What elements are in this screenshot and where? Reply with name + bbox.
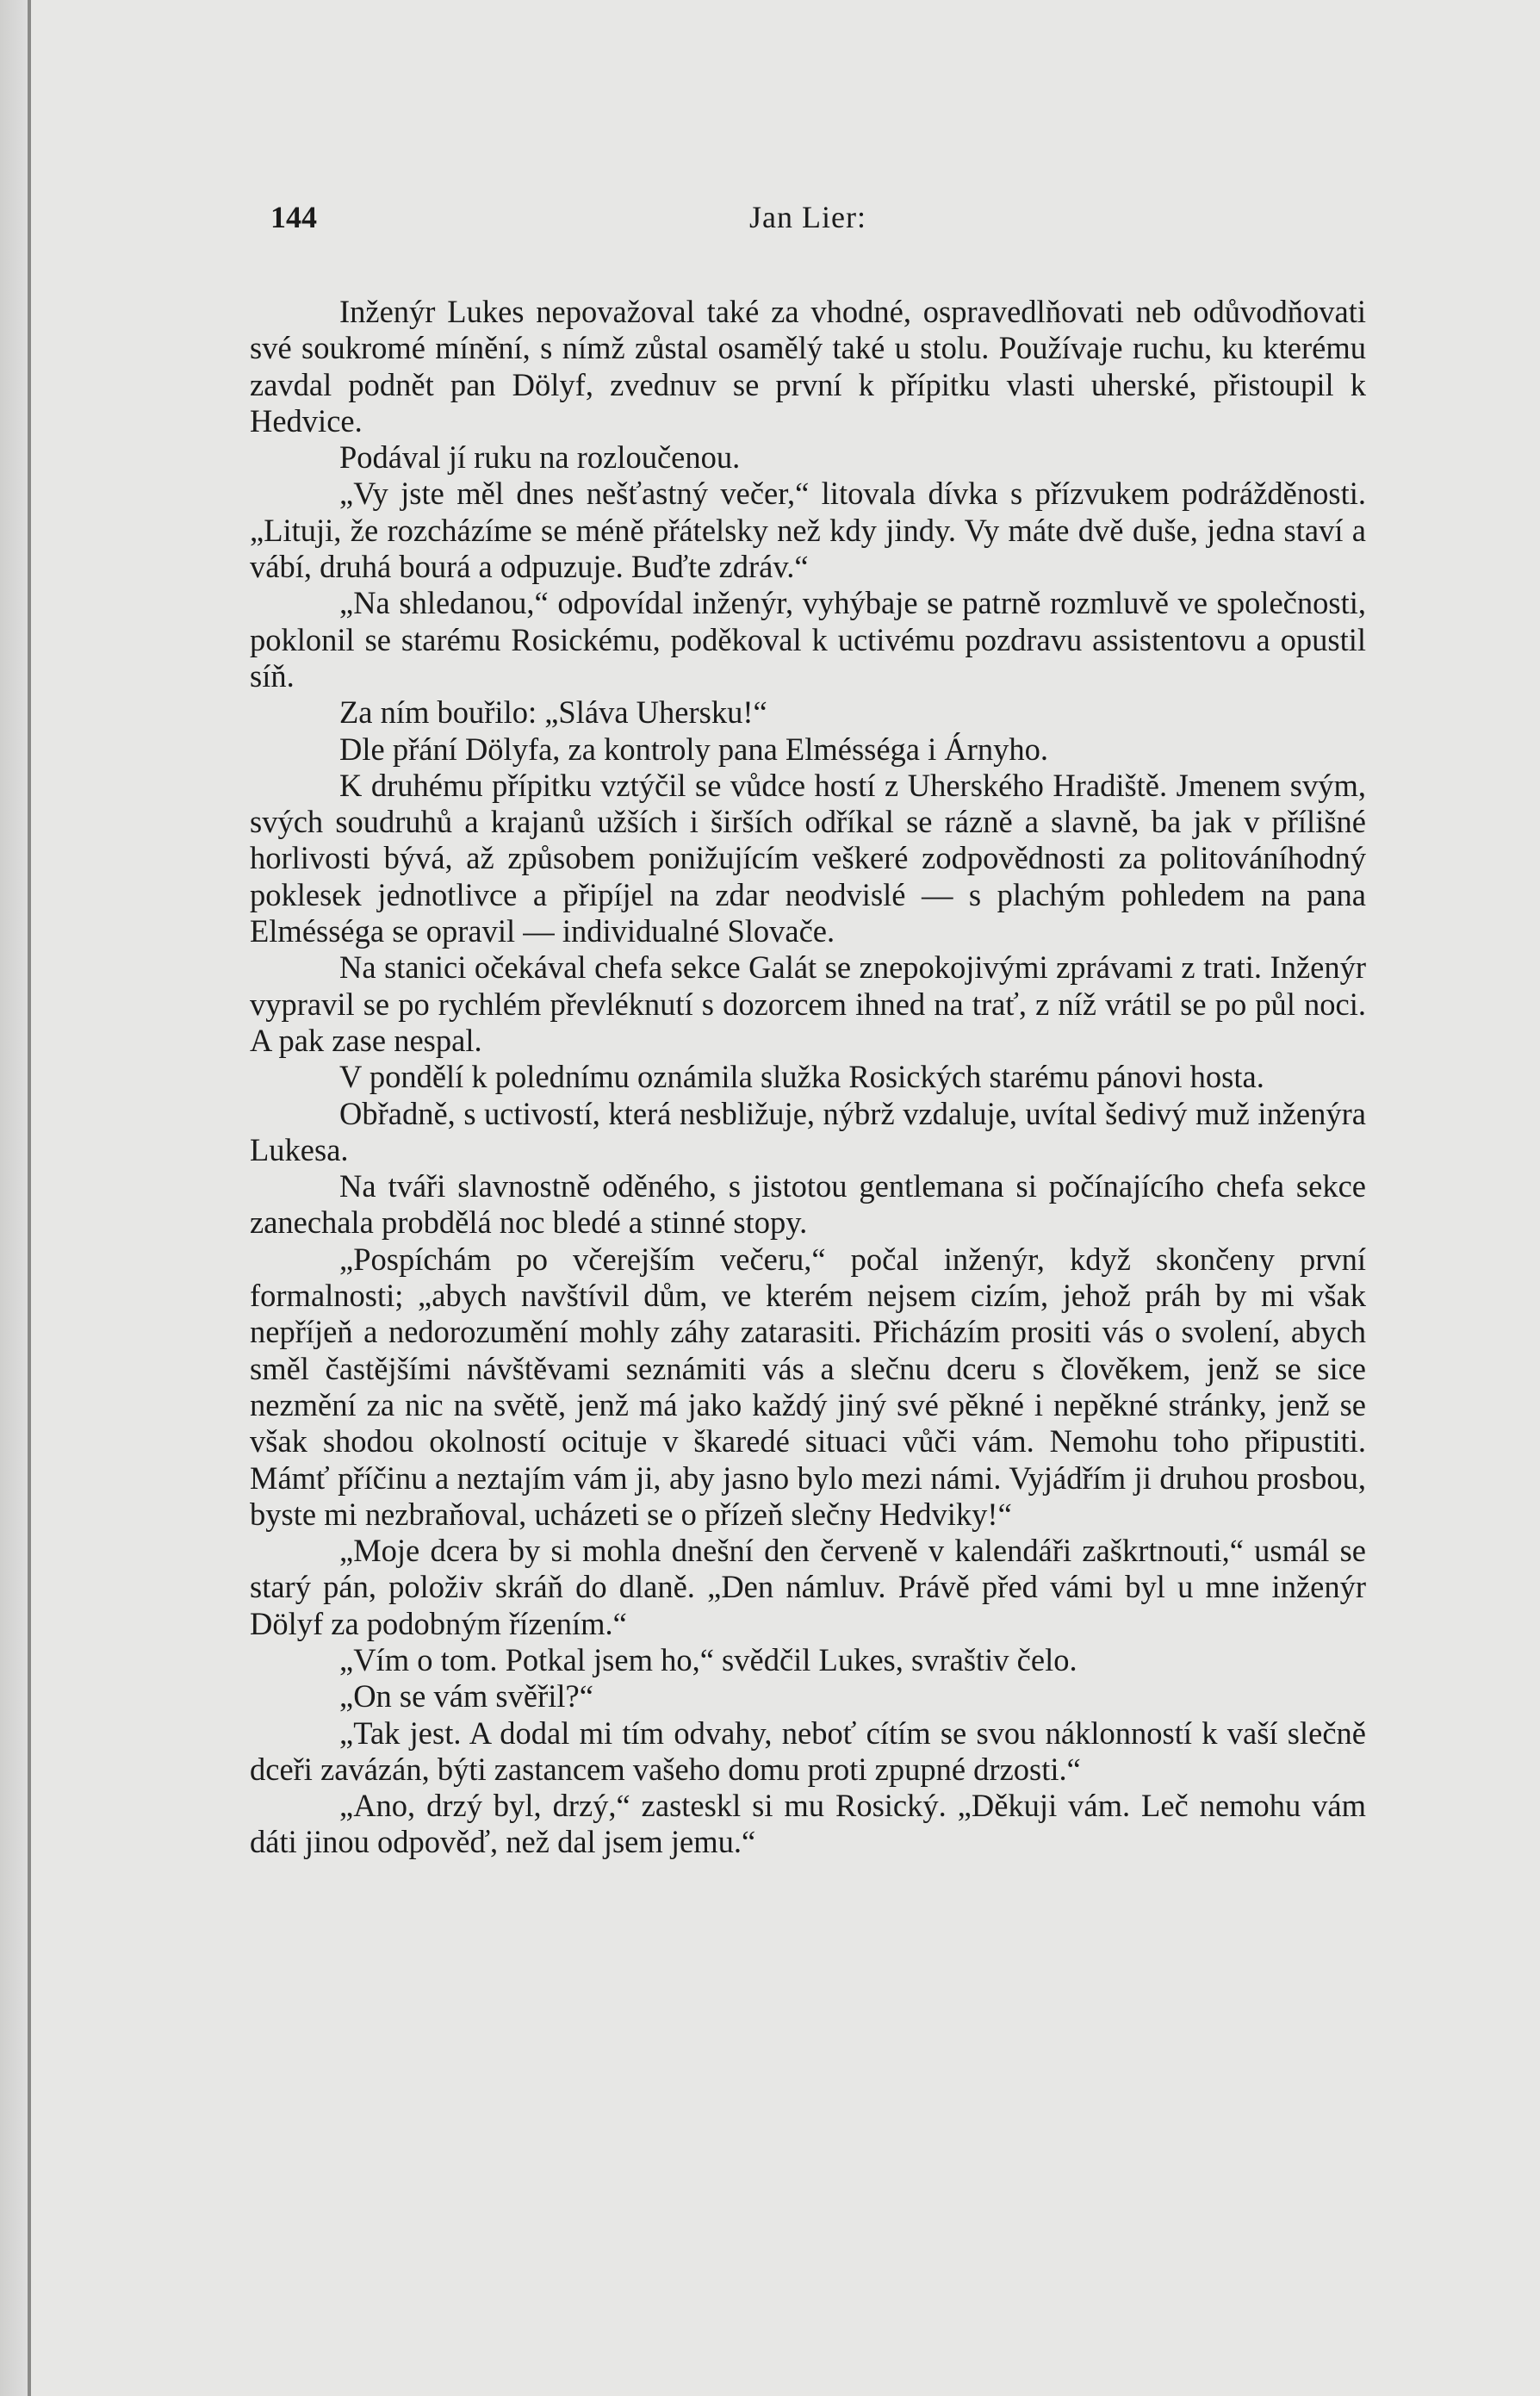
paragraph: „Tak jest. A dodal mi tím odvahy, neboť cítím se svou náklonností k vaší slečně dceři zavázán, býti zastancem vašeho domu proti zpupné drzosti.“ — [250, 1715, 1366, 1787]
paragraph: „On se vám svěřil?“ — [339, 1678, 593, 1715]
paragraph: Obřadně, s uctivostí, která nesbližuje, nýbrž vzdaluje, uvítal šedivý muž inženýra Lukesa. — [250, 1095, 1366, 1167]
scan-edge-line — [28, 0, 31, 2396]
paragraph: V pondělí k polednímu oznámila služka Rosických starému pánovi hosta. — [339, 1059, 1264, 1095]
paragraph: Za ním bouřilo: „Sláva Uhersku!“ — [339, 694, 767, 731]
paragraph: K druhému přípitku vztýčil se vůdce hostí z Uherského Hradiště. Jmenem svým, svých soudruhů a krajanů užších i širších odříkal se rázně a slavně, ba jak v přílišné horlivosti bývá, až způsobem ponižujícím veškeré zodpovědnosti za politováníhodný poklesek jednotlivce a připíjel na zdar neodvislé — s plachým pohledem na pana Elmésséga se opravil — individualné Slovače. — [250, 767, 1366, 949]
body-text — [250, 294, 1366, 1861]
paragraph: Na stanici očekával chefa sekce Galát se znepokojivými zprávami z trati. Inženýr vypravil se po rychlém převléknutí s dozorcem ihned na trať, z níž vrátil se po půl noci. A pak zase nespal. — [250, 949, 1366, 1058]
paragraph: Dle přání Dölyfa, za kontroly pana Elmésséga i Árnyho. — [339, 731, 1049, 767]
paragraph: Podával jí ruku na rozloučenou. — [339, 439, 741, 476]
scan-shadow — [0, 0, 28, 2396]
paragraph: „Vím o tom. Potkal jsem ho,“ svědčil Lukes, svraštiv čelo. — [339, 1641, 1077, 1677]
paragraph: „Pospíchám po včerejším večeru,“ počal inženýr, když skončeny první formalnosti; „abych navštívil dům, ve kterém nejsem cizím, jehož práh by mi však nepříjeň a nedorozumění mohly záhy zatarasiti. Přicházím prositi vás o svolení, abych směl častějšími návštěvami seznámiti vás a slečnu dceru s člověkem, jenž se sice nezmění za nic na světě, jenž má jako každý jiný své pěkné i nepěkné stránky, jenž se však shodou okolností ocituje v škaredé situaci vůči vám. Nemohu toho připustiti. Mámť příčinu a neztajím vám ji, aby jasno bylo mezi námi. Vyjádřím ji druhou prosbou, byste mi nezbraňoval, ucházeti se o přízeň slečny Hedviky!“ — [250, 1241, 1366, 1532]
paragraph: Inženýr Lukes nepovažoval také za vhodné, ospravedlňovati neb odůvodňovati své soukromé mínění, s nímž zůstal osamělý také u stolu. Používaje ruchu, ku kterému zavdal podnět pan Dölyf, zvednuv se první k přípitku vlasti uherské, přistoupil k Hedvice. — [250, 294, 1366, 439]
running-head: Jan Lier: — [749, 200, 866, 234]
paragraph: „Vy jste měl dnes nešťastný večer,“ litovala dívka s přízvukem podrážděnosti. „Lituji, že rozcházíme se méně přátelsky než kdy jindy. Vy máte dvě duše, jedna staví a vábí, druhá bourá a odpuzuje. Buďte zdráv.“ — [250, 476, 1366, 585]
paragraph: Na tváři slavnostně oděného, s jistotou gentlemana si počínajícího chefa sekce zanechala probdělá noc bledé a stinné stopy. — [250, 1168, 1366, 1241]
page-header — [250, 194, 1366, 254]
page-number: 144 — [270, 200, 317, 234]
paragraph: „Ano, drzý byl, drzý,“ zasteskl si mu Rosický. „Děkuji vám. Leč nemohu vám dáti jinou odpověď, než dal jsem jemu.“ — [250, 1788, 1366, 1860]
paragraph: „Na shledanou,“ odpovídal inženýr, vyhýbaje se patrně rozmluvě ve společnosti, poklonil se starému Rosickému, poděkoval k uctivému pozdravu assistentovu a opustil síň. — [250, 585, 1366, 694]
book-page — [250, 194, 1366, 1861]
paragraph: „Moje dcera by si mohla dnešní den červeně v kalendáři zaškrtnouti,“ usmál se starý pán, položiv skráň do dlaně. „Den námluv. Právě před vámi byl u mne inženýr Dölyf za podobným řízením.“ — [250, 1533, 1366, 1641]
